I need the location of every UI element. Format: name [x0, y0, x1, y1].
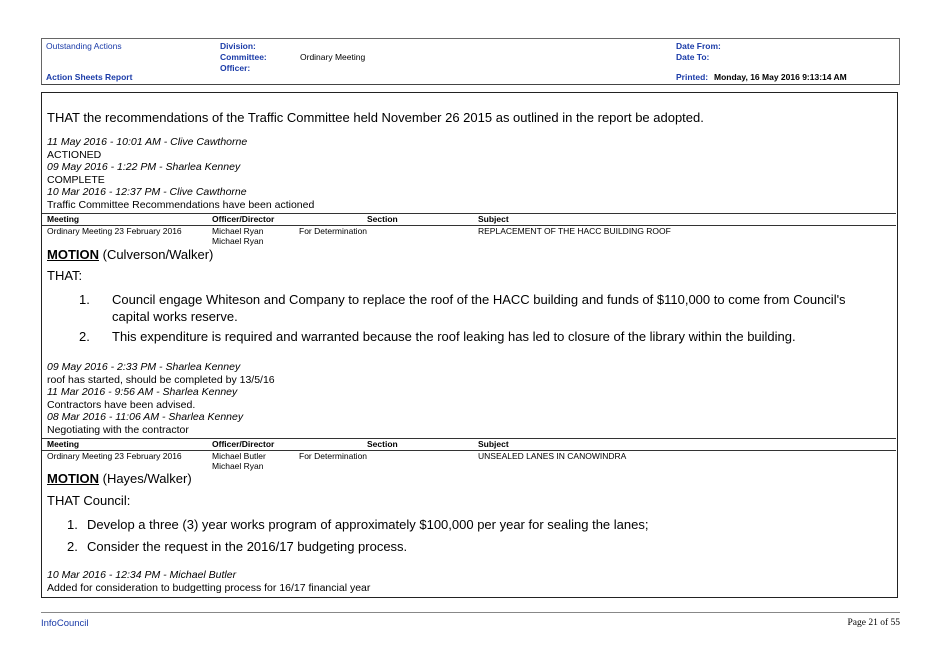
- subject-cell: REPLACEMENT OF THE HACC BUILDING ROOF: [478, 226, 671, 236]
- resolution-text: THAT the recommendations of the Traffic Committee held November 26 2015 as outlined in the report be adopted.: [47, 110, 704, 125]
- date-from-label: Date From:: [676, 41, 721, 51]
- motion-word: MOTION: [47, 471, 99, 486]
- note-text: Added for consideration to budgetting process for 16/17 financial year: [47, 581, 371, 594]
- motion-movers: (Culverson/Walker): [99, 247, 214, 262]
- note-text: Negotiating with the contractor: [47, 423, 189, 436]
- printed-value: Monday, 16 May 2016 9:13:14 AM: [714, 72, 847, 82]
- motion-word: MOTION: [47, 247, 99, 262]
- actions-panel: [41, 92, 898, 598]
- report-type: Action Sheets Report: [46, 72, 133, 82]
- list-item: Council engage Whiteson and Company to replace the roof of the HACC building and funds of $110,000 to come from Council's: [112, 292, 846, 307]
- subject-cell: UNSEALED LANES IN CANOWINDRA: [478, 451, 627, 461]
- officer-cell: Michael Ryan: [212, 226, 264, 236]
- action-notes: [47, 136, 314, 212]
- col-officer: Officer/Director: [212, 214, 275, 224]
- report-header: [41, 38, 900, 85]
- note-meta: 10 Mar 2016 - 12:34 PM - Michael Butler: [47, 569, 237, 581]
- page-number: Page 21 of 55: [847, 618, 900, 628]
- table-header: [42, 438, 896, 451]
- col-section: Section: [367, 214, 398, 224]
- motion-heading: [47, 471, 192, 486]
- col-section: Section: [367, 439, 398, 449]
- motion-movers: (Hayes/Walker): [99, 471, 192, 486]
- note-meta: 09 May 2016 - 1:22 PM - Sharlea Kenney: [47, 161, 241, 174]
- note-meta: 11 Mar 2016 - 9:56 AM - Sharlea Kenney: [47, 386, 238, 399]
- list-item: Consider the request in the 2016/17 budgeting process.: [87, 539, 408, 554]
- list-item: This expenditure is required and warranted because the roof leaking has led to closure of the library within the building.: [112, 329, 796, 344]
- list-num: 2.: [67, 539, 78, 554]
- section-cell: For Determination: [299, 451, 368, 461]
- list-item-cont: capital works reserve.: [112, 309, 238, 324]
- division-label: Division:: [220, 41, 256, 51]
- list-num: 2.: [79, 329, 90, 344]
- note-text: COMPLETE: [47, 173, 105, 186]
- date-to-label: Date To:: [676, 52, 710, 62]
- list-item: Develop a three (3) year works program of approximately $100,000 per year for sealing the lanes;: [87, 517, 649, 532]
- list-num: 1.: [67, 517, 78, 532]
- section-cell: For Determination: [299, 226, 368, 236]
- director-cell: Michael Ryan: [212, 461, 264, 471]
- printed-label: Printed:: [676, 72, 709, 82]
- director-cell: Michael Ryan: [212, 236, 264, 246]
- col-subject: Subject: [478, 214, 509, 224]
- footer-brand: InfoCouncil: [41, 618, 89, 629]
- col-officer: Officer/Director: [212, 439, 275, 449]
- note-text: ACTIONED: [47, 148, 102, 161]
- note-text: Traffic Committee Recommendations have been actioned: [47, 198, 315, 211]
- note-text: roof has started, should be completed by 13/5/16: [47, 373, 275, 386]
- note-meta: 08 Mar 2016 - 11:06 AM - Sharlea Kenney: [47, 411, 244, 424]
- col-meeting: Meeting: [47, 214, 80, 224]
- col-meeting: Meeting: [47, 439, 80, 449]
- motion-that: THAT:: [47, 268, 83, 283]
- motion-that: THAT Council:: [47, 493, 131, 508]
- table-header: [42, 213, 896, 226]
- meeting-cell: Ordinary Meeting 23 February 2016: [47, 226, 182, 236]
- action-notes: [47, 569, 370, 594]
- officer-cell: Michael Butler: [212, 451, 266, 461]
- note-meta: 09 May 2016 - 2:33 PM - Sharlea Kenney: [47, 361, 241, 373]
- report-name: Outstanding Actions: [46, 41, 122, 51]
- action-notes: [47, 361, 275, 437]
- motion-heading: [47, 247, 213, 262]
- note-meta: 10 Mar 2016 - 12:37 PM - Clive Cawthorne: [47, 186, 247, 199]
- col-subject: Subject: [478, 439, 509, 449]
- committee-label: Committee:: [220, 52, 267, 62]
- page-footer: [41, 612, 900, 629]
- note-text: Contractors have been advised.: [47, 398, 196, 411]
- list-num: 1.: [79, 292, 90, 307]
- meeting-cell: Ordinary Meeting 23 February 2016: [47, 451, 182, 461]
- note-meta: 11 May 2016 - 10:01 AM - Clive Cawthorne: [47, 136, 248, 148]
- officer-label: Officer:: [220, 63, 251, 73]
- committee-value: Ordinary Meeting: [300, 52, 366, 62]
